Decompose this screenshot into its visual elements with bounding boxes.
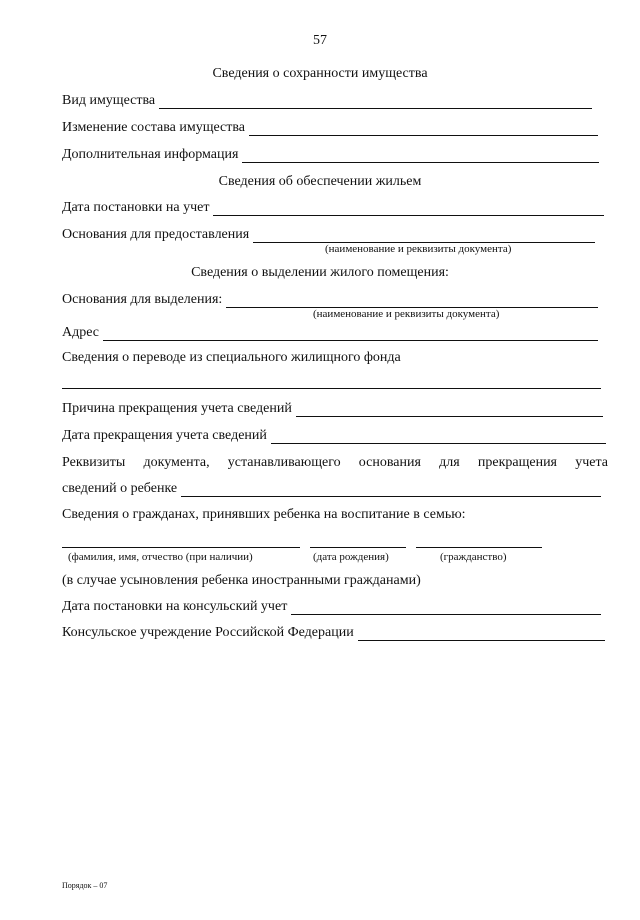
field-label: Дата постановки на учет — [62, 200, 210, 215]
field-label: Дополнительная информация — [62, 147, 239, 162]
field-housing-grounds[interactable] — [62, 227, 595, 243]
field-allocation-grounds[interactable] — [62, 292, 598, 308]
fill-line[interactable] — [271, 430, 606, 444]
family-name-line[interactable] — [62, 547, 300, 548]
word: устанавливающего — [227, 455, 341, 470]
heading-property: Сведения о сохранности имущества — [212, 66, 428, 81]
field-property-change[interactable] — [62, 120, 598, 136]
heading-housing: Сведения об обеспечении жильем — [218, 174, 422, 189]
family-citizenship-line[interactable] — [416, 547, 542, 548]
fill-line[interactable] — [358, 627, 605, 641]
family-label: Сведения о гражданах, принявших ребенка на воспитание в семью: — [62, 507, 466, 522]
field-label: Консульское учреждение Российской Федерации — [62, 625, 354, 640]
word: Реквизиты — [62, 455, 126, 470]
field-label: Основания для предоставления — [62, 227, 250, 242]
caption-family-citizenship: (гражданство) — [440, 551, 507, 563]
field-label: сведений о ребенке — [62, 481, 178, 496]
field-housing-reg-date[interactable] — [62, 200, 604, 216]
special-fund-line[interactable] — [62, 388, 601, 389]
caption-housing-doc: (наименование и реквизиты документа) — [325, 243, 512, 255]
field-label: Дата прекращения учета сведений — [62, 428, 267, 443]
family-birth-line[interactable] — [310, 547, 406, 548]
fill-line[interactable] — [226, 294, 598, 308]
fill-line[interactable] — [296, 403, 603, 417]
word: прекращения — [477, 455, 557, 470]
footer-code: Порядок – 07 — [62, 881, 108, 890]
caption-family-name: (фамилия, имя, отчество (при наличии) — [68, 551, 253, 563]
adoption-note: (в случае усыновления ребенка иностранными гражданами) — [62, 573, 421, 588]
caption-family-birth: (дата рождения) — [313, 551, 389, 563]
field-consulate[interactable] — [62, 625, 605, 641]
field-termination-date[interactable] — [62, 428, 606, 444]
field-property-kind[interactable] — [62, 93, 592, 109]
field-label: Изменение состава имущества — [62, 120, 246, 135]
field-termination-reason[interactable] — [62, 401, 603, 417]
field-label: Вид имущества — [62, 93, 156, 108]
word: основания — [358, 455, 421, 470]
field-label: Причина прекращения учета сведений — [62, 401, 292, 416]
fill-line[interactable] — [242, 149, 599, 163]
fill-line[interactable] — [249, 122, 598, 136]
special-fund-label: Сведения о переводе из специального жилищного фонда — [62, 350, 401, 365]
word: учета — [575, 455, 608, 470]
fill-line[interactable] — [159, 95, 592, 109]
field-label: Основания для выделения: — [62, 292, 223, 307]
heading-allocation: Сведения о выделении жилого помещения: — [191, 265, 449, 280]
field-label: Дата постановки на консульский учет — [62, 599, 288, 614]
fill-line[interactable] — [181, 483, 601, 497]
field-address[interactable] — [62, 325, 598, 341]
caption-allocation-doc: (наименование и реквизиты документа) — [313, 308, 500, 320]
fill-line[interactable] — [103, 327, 598, 341]
field-termination-doc[interactable] — [62, 481, 601, 497]
field-label: Адрес — [62, 325, 100, 340]
fill-line[interactable] — [291, 601, 601, 615]
termination-doc-text — [62, 455, 608, 471]
word: документа, — [143, 455, 210, 470]
field-property-extra[interactable] — [62, 147, 599, 163]
fill-line[interactable] — [213, 202, 604, 216]
field-consular-date[interactable] — [62, 599, 601, 615]
word: для — [439, 455, 460, 470]
page-number: 57 — [313, 33, 327, 48]
fill-line[interactable] — [253, 229, 595, 243]
